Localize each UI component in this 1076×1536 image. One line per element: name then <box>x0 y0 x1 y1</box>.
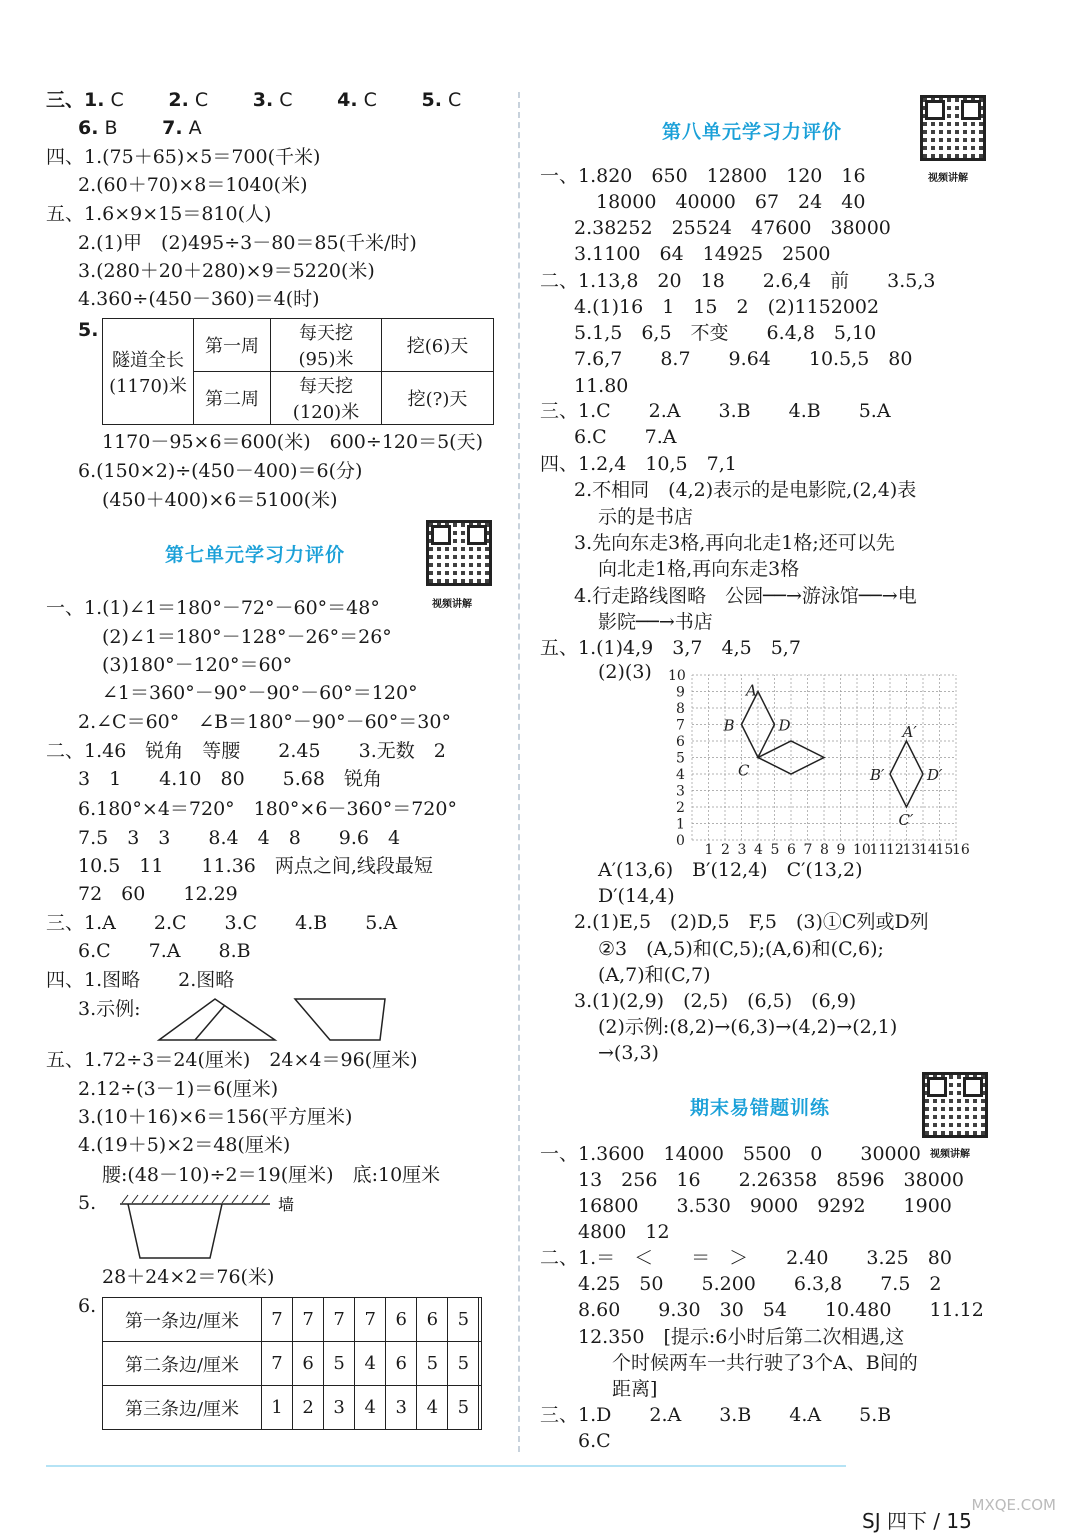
y-tick-label: 3 <box>676 783 685 800</box>
unit8-line-11: 6.C 7.A <box>574 426 677 448</box>
final-line-11: 三、1.D 2.A 3.B 4.A 5.B <box>540 1404 892 1426</box>
unit7-line-7: 3 1 4.10 80 5.68 锐角 <box>78 768 382 790</box>
unit7-line-17: 2.12÷(3－1)＝6(厘米) <box>78 1078 279 1100</box>
table-cell: 6 <box>417 1298 448 1342</box>
unit8-line-3: 2.38252 25524 47600 38000 <box>574 217 891 239</box>
x-tick-label: 16 <box>952 842 970 858</box>
watermark-logo: MXQE.COM <box>971 1496 1056 1514</box>
y-tick-label: 2 <box>676 800 685 816</box>
x-tick-label: 9 <box>836 842 846 858</box>
unit7-line-14: 四、1.图略 2.图略 <box>46 969 235 991</box>
unit7-line-6: 二、1.46 锐角 等腰 2.45 3.无数 2 <box>46 740 446 762</box>
unit7-line-3: (3)180°－120°＝60° <box>102 654 293 676</box>
unit8-title: 第八单元学习力评价 <box>662 121 843 143</box>
tunnel-length-cell: 隧道全长 (1170)米 <box>103 319 194 425</box>
left-line-10: 1170－95×6＝600(米) 600÷120＝5(天) <box>102 431 483 453</box>
unit8-line-4: 3.1100 64 14925 2500 <box>574 243 831 265</box>
unit7-line-4: ∠1＝360°－90°－90°－60°＝120° <box>102 682 418 704</box>
final-line-8: 12.350 [提示:6小时后第二次相遇,这 <box>578 1326 905 1348</box>
unit8-line-16: 向北走1格,再向东走3格 <box>598 558 800 580</box>
unit7-line-1: 一、1.(1)∠1＝180°－72°－60°＝48° <box>46 597 380 619</box>
y-tick-label: 8 <box>676 701 685 717</box>
unit8-line-7: 5.1,5 6,5 不变 6.4,8 5,10 <box>574 322 877 344</box>
unit8-line-19: 五、1.(1)4,9 3,7 4,5 5,7 <box>540 637 801 659</box>
unit8-line-12: 四、1.2,4 10,5 7,1 <box>540 453 737 475</box>
trapezoid-example-figure <box>155 995 395 1045</box>
tunnel-table <box>102 318 494 425</box>
unit8-line-9: 11.80 <box>574 375 629 397</box>
unit8-line-6: 4.(1)16 1 15 2 (2)1152002 <box>574 296 880 318</box>
y-tick-label: 0 <box>676 833 685 849</box>
x-tick-label: 10 <box>853 842 871 858</box>
bottom-rule <box>46 1465 846 1467</box>
y-tick-label: 7 <box>676 717 685 734</box>
x-tick-label: 8 <box>820 842 829 858</box>
left-line-11: 6.(150×2)÷(450－400)＝6(分) <box>78 460 363 482</box>
table-cell: 5 <box>324 1342 355 1386</box>
unit7-line-18: 3.(10＋16)×6＝156(平方厘米) <box>78 1106 353 1128</box>
point-label: B <box>723 716 735 735</box>
table-cell: 6 <box>386 1342 417 1386</box>
unit8-line-17: 4.行走路线图略 公园──→游泳馆──→电 <box>574 585 917 607</box>
unit7-line-15: 3.示例: <box>78 998 141 1020</box>
table-cell <box>479 1386 482 1430</box>
left-line-1: 三、1. C 2. C 3. C 4. C 5. C <box>46 89 462 111</box>
final-line-6: 4.25 50 5.200 6.3,8 7.5 2 <box>578 1273 942 1295</box>
unit7-line-23: 6. <box>78 1295 97 1317</box>
final-line-1: 一、1.3600 14000 5500 0 30000 <box>540 1143 921 1165</box>
unit8-line-10: 三、1.C 2.A 3.B 4.B 5.A <box>540 400 891 422</box>
table-cell <box>479 1342 482 1386</box>
table-cell: 5 <box>417 1342 448 1386</box>
unit8-line-27: (2)示例:(8,2)→(6,3)→(4,2)→(2,1) <box>598 1016 898 1038</box>
final-line-2: 13 256 16 2.26358 8596 38000 <box>578 1169 964 1191</box>
table-row <box>103 1386 482 1430</box>
days-2: 挖(?)天 <box>382 372 494 425</box>
unit8-line-25: (A,7)和(C,7) <box>598 964 711 986</box>
unit8-line-20: (2)(3) <box>598 661 652 683</box>
table-cell: 3 <box>386 1386 417 1430</box>
left-line-4: 2.(60＋70)×8＝1040(米) <box>78 174 308 196</box>
unit8-line-23: 2.(1)E,5 (2)D,5 F,5 (3)①C列或D列 <box>574 911 929 933</box>
x-tick-label: 13 <box>902 842 921 858</box>
left-line-8: 4.360÷(450－360)＝4(时) <box>78 288 320 310</box>
unit8-line-13: 2.不相同 (4,2)表示的是电影院,(2,4)表 <box>574 479 917 501</box>
table-cell: 第三条边/厘米 <box>103 1386 262 1430</box>
unit8-line-8: 7.6,7 8.7 9.64 10.5,5 80 <box>574 348 913 370</box>
left-line-5: 五、1.6×9×15＝810(人) <box>46 203 272 225</box>
table-cell: 7 <box>355 1298 386 1342</box>
wall-fence-figure <box>110 1192 310 1264</box>
x-tick-label: 11 <box>869 842 888 858</box>
unit7-line-10: 10.5 11 11.36 两点之间,线段最短 <box>78 855 433 877</box>
table-cell: 5 <box>448 1342 479 1386</box>
unit8-line-21: A′(13,6) B′(12,4) C′(13,2) <box>598 859 863 881</box>
x-tick-label: 4 <box>754 842 763 858</box>
unit8-line-28: →(3,3) <box>598 1042 659 1064</box>
y-tick-label: 10 <box>668 668 686 684</box>
final-line-4: 4800 12 <box>578 1221 670 1243</box>
unit8-line-14: 示的是书店 <box>598 506 694 528</box>
wall-label: 墙 <box>278 1195 295 1214</box>
table-cell: 6 <box>293 1342 324 1386</box>
point-label: D <box>778 716 791 735</box>
unit8-line-5: 二、1.13,8 20 18 2.6,4 前 3.5,3 <box>540 270 936 292</box>
table-cell: 3 <box>324 1386 355 1430</box>
unit7-line-21: 5. <box>78 1192 97 1214</box>
table-cell: 1 <box>262 1386 293 1430</box>
unit7-line-8: 6.180°×4＝720° 180°×6－360°＝720° <box>78 798 457 820</box>
left-line-12: (450＋400)×6＝5100(米) <box>102 489 338 511</box>
left-line-9: 5. <box>78 319 99 341</box>
daily-dig-2: 每天挖 (120)米 <box>271 372 382 425</box>
table-cell: 第一条边/厘米 <box>103 1298 262 1342</box>
table-cell: 2 <box>293 1386 324 1430</box>
table-cell <box>479 1298 482 1342</box>
unit7-line-2: (2)∠1＝180°－128°－26°＝26° <box>102 626 392 648</box>
triangle-sides-table <box>102 1297 482 1430</box>
point-label: C <box>738 761 750 780</box>
table-cell: 7 <box>324 1298 355 1342</box>
final-line-7: 8.60 9.30 30 54 10.480 11.12 <box>578 1299 984 1321</box>
final-line-5: 二、1.＝ ＜ ＝ ＞ 2.40 3.25 80 <box>540 1247 952 1269</box>
table-cell: 4 <box>355 1386 386 1430</box>
qr-label: 视频讲解 <box>930 1149 970 1160</box>
unit7-line-12: 三、1.A 2.C 3.C 4.B 5.A <box>46 912 398 934</box>
table-row <box>103 1298 482 1342</box>
qr-label: 视频讲解 <box>928 173 968 184</box>
table-cell: 7 <box>293 1298 324 1342</box>
table-cell: 7 <box>262 1342 293 1386</box>
unit7-line-11: 72 60 12.29 <box>78 883 238 905</box>
qr-code-icon[interactable] <box>426 520 492 586</box>
left-line-2: 6. B 7. A <box>78 117 202 139</box>
table-cell: 5 <box>448 1386 479 1430</box>
final-line-3: 16800 3.530 9000 9292 1900 <box>578 1195 952 1217</box>
x-tick-label: 6 <box>787 842 796 858</box>
point-label: C′ <box>898 811 914 829</box>
unit7-line-13: 6.C 7.A 8.B <box>78 940 251 962</box>
x-tick-label: 1 <box>704 842 714 858</box>
point-label: D′ <box>927 766 943 784</box>
days-1: 挖(6)天 <box>382 319 494 372</box>
table-row <box>103 1342 482 1386</box>
unit7-line-9: 7.5 3 3 8.4 4 8 9.6 4 <box>78 827 401 849</box>
y-tick-label: 6 <box>676 734 685 750</box>
week1-cell: 第一周 <box>194 319 271 372</box>
unit8-line-26: 3.(1)(2,9) (2,5) (6,5) (6,9) <box>574 990 857 1012</box>
unit7-title: 第七单元学习力评价 <box>165 544 346 566</box>
y-tick-label: 9 <box>676 684 685 701</box>
x-tick-label: 12 <box>886 842 904 858</box>
point-label: A′ <box>902 723 917 741</box>
table-cell: 4 <box>355 1342 386 1386</box>
unit7-line-22: 28＋24×2＝76(米) <box>102 1266 275 1288</box>
table-cell: 第二条边/厘米 <box>103 1342 262 1386</box>
unit8-line-18: 影院──→书店 <box>598 611 713 633</box>
daily-dig-1: 每天挖 (95)米 <box>271 319 382 372</box>
x-tick-label: 5 <box>770 842 780 858</box>
coordinate-grid <box>656 664 976 860</box>
unit8-line-22: D′(14,4) <box>598 885 675 907</box>
x-tick-label: 7 <box>803 842 813 858</box>
y-tick-label: 1 <box>676 816 685 833</box>
column-divider <box>518 92 520 1452</box>
qr-code-icon[interactable] <box>920 95 986 161</box>
unit8-line-15: 3.先向东走3格,再向北走1格;还可以先 <box>574 532 895 554</box>
unit8-line-1: 一、1.820 650 12800 120 16 <box>540 165 866 187</box>
y-tick-label: 5 <box>676 750 685 767</box>
qr-code-icon[interactable] <box>922 1072 988 1138</box>
final-line-12: 6.C <box>578 1430 611 1452</box>
y-tick-label: 4 <box>676 767 685 783</box>
table-cell: 5 <box>448 1298 479 1342</box>
point-label: A <box>746 681 757 700</box>
unit7-line-20: 腰:(48－10)÷2＝19(厘米) 底:10厘米 <box>102 1164 441 1186</box>
table-cell: 4 <box>417 1386 448 1430</box>
unit7-line-5: 2.∠C＝60° ∠B＝180°－90°－60°＝30° <box>78 711 451 733</box>
left-line-3: 四、1.(75＋65)×5＝700(千米) <box>46 146 321 168</box>
left-line-7: 3.(280＋20＋280)×9＝5220(米) <box>78 260 375 282</box>
left-line-6: 2.(1)甲 (2)495÷3－80＝85(千米/时) <box>78 232 417 254</box>
x-tick-label: 14 <box>919 842 937 858</box>
x-tick-label: 3 <box>737 842 747 858</box>
x-tick-label: 15 <box>935 842 954 858</box>
final-line-10: 距离] <box>612 1378 658 1400</box>
unit8-line-2: 18000 40000 67 24 40 <box>596 191 866 213</box>
table-cell: 7 <box>262 1298 293 1342</box>
week2-cell: 第二周 <box>194 372 271 425</box>
page-footer: SJ 四下 / 15 <box>862 1509 972 1533</box>
unit7-line-19: 4.(19＋5)×2＝48(厘米) <box>78 1134 291 1156</box>
final-title: 期末易错题训练 <box>690 1097 831 1119</box>
unit7-line-16: 五、1.72÷3＝24(厘米) 24×4＝96(厘米) <box>46 1049 418 1071</box>
x-tick-label: 2 <box>721 842 730 858</box>
final-line-9: 个时候两车一共行驶了3个A、B间的 <box>612 1352 918 1374</box>
qr-label: 视频讲解 <box>432 599 472 610</box>
unit8-line-24: ②3 (A,5)和(C,5);(A,6)和(C,6); <box>598 938 884 960</box>
table-cell: 6 <box>386 1298 417 1342</box>
point-label: B′ <box>870 766 885 784</box>
